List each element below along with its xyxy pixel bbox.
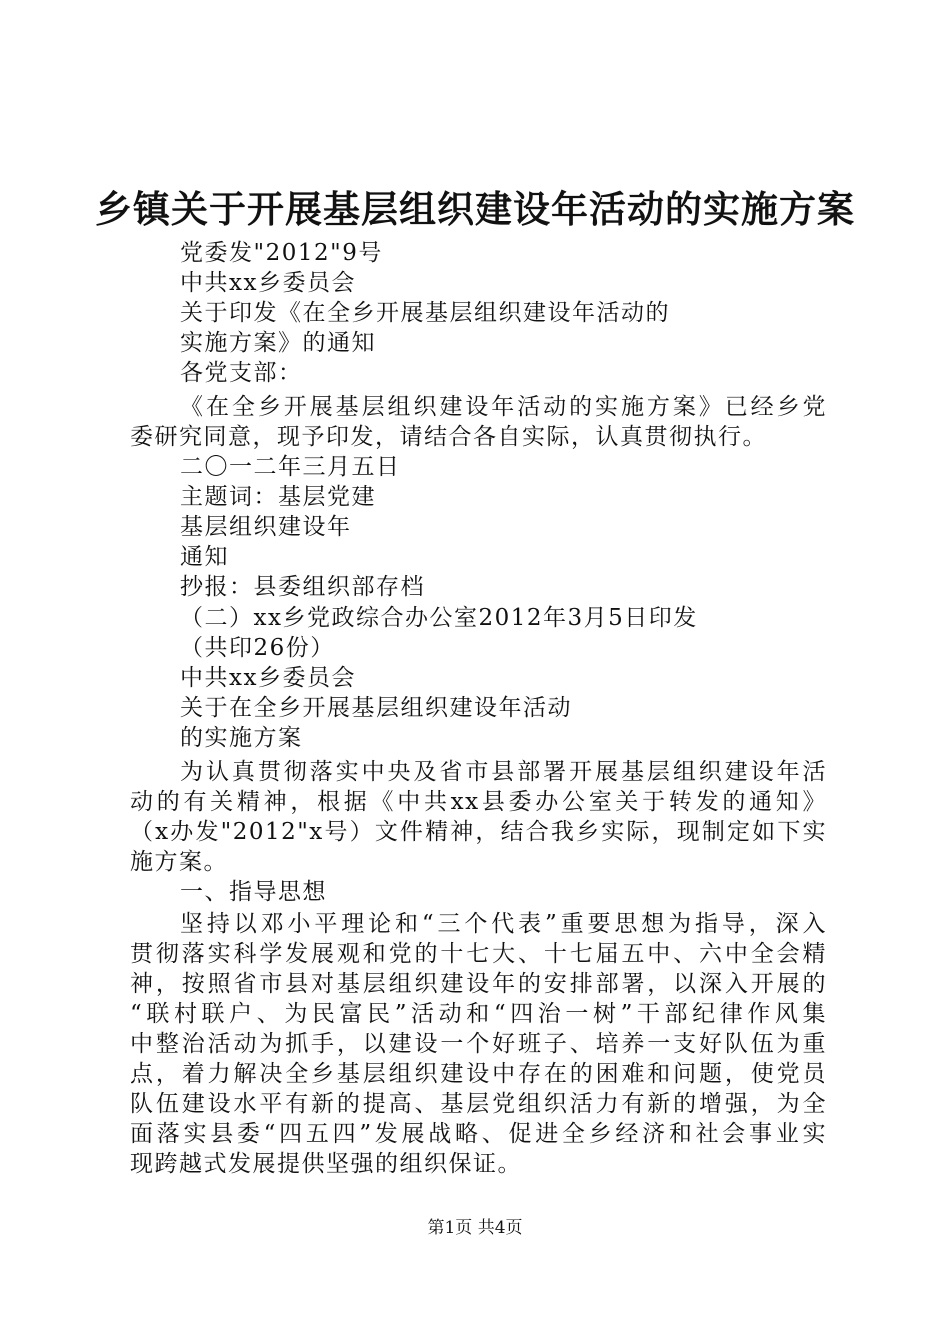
issuer-line: 中共xx乡委员会: [180, 270, 356, 296]
body-paragraph-line: 现跨越式发展提供坚强的组织保证。: [130, 1151, 522, 1177]
body-paragraph-line: 队伍建设水平有新的提高、基层党组织活力有新的增强，为全: [130, 1091, 827, 1117]
notice-title-line-2: 实施方案》的通知: [180, 330, 376, 356]
body-paragraph-line: 神，按照省市县对基层组织建设年的安排部署，以深入开展的: [130, 971, 827, 997]
page-number-footer: 第1页 共4页: [427, 1218, 523, 1238]
print-count-line: （共印26份）: [180, 635, 335, 661]
issuer-line: 中共xx乡委员会: [180, 665, 356, 691]
keywords-line: 主题词：基层党建: [180, 484, 376, 510]
salutation: 各党支部：: [180, 360, 303, 386]
body-paragraph-line: “联村联户、为民富民”活动和“四治一树”干部纪律作风集: [130, 1001, 827, 1027]
body-paragraph-line: 委研究同意，现予印发，请结合各自实际，认真贯彻执行。: [130, 424, 767, 450]
notice-title-line-1: 关于印发《在全乡开展基层组织建设年活动的: [180, 300, 670, 326]
keywords-line: 基层组织建设年: [180, 514, 352, 540]
body-paragraph-line: 为认真贯彻落实中央及省市县部署开展基层组织建设年活: [180, 759, 827, 785]
body-paragraph-line: 《在全乡开展基层组织建设年活动的实施方案》已经乡党: [180, 394, 827, 420]
keywords-line: 通知: [180, 544, 229, 570]
body-paragraph-line: 点，着力解决全乡基层组织建设中存在的困难和问题，使党员: [130, 1061, 827, 1087]
section-heading: 一、指导思想: [180, 879, 327, 905]
body-paragraph-line: 面落实县委“四五四”发展战略、促进全乡经济和社会事业实: [130, 1121, 827, 1147]
body-paragraph-line: 贯彻落实科学发展观和党的十七大、十七届五中、六中全会精: [130, 941, 827, 967]
document-title: 乡镇关于开展基层组织建设年活动的实施方案: [95, 187, 855, 231]
cc-line: 抄报：县委组织部存档: [180, 574, 425, 600]
plan-title-line-2: 的实施方案: [180, 725, 303, 751]
plan-title-line-1: 关于在全乡开展基层组织建设年活动: [180, 695, 572, 721]
print-info-line: （二）xx乡党政综合办公室2012年3月5日印发: [180, 605, 698, 631]
body-paragraph-line: 动的有关精神，根据《中共xx县委办公室关于转发的通知》: [130, 789, 827, 815]
doc-number: 党委发"2012"9号: [180, 240, 383, 266]
body-paragraph-line: 坚持以邓小平理论和“三个代表”重要思想为指导，深入: [180, 911, 827, 937]
body-paragraph-line: （x办发"2012"x号）文件精神，结合我乡实际，现制定如下实: [130, 819, 827, 845]
body-paragraph-line: 中整治活动为抓手，以建设一个好班子、培养一支好队伍为重: [130, 1031, 827, 1057]
issue-date: 二〇一二年三月五日: [180, 454, 401, 480]
body-paragraph-line: 施方案。: [130, 849, 228, 875]
